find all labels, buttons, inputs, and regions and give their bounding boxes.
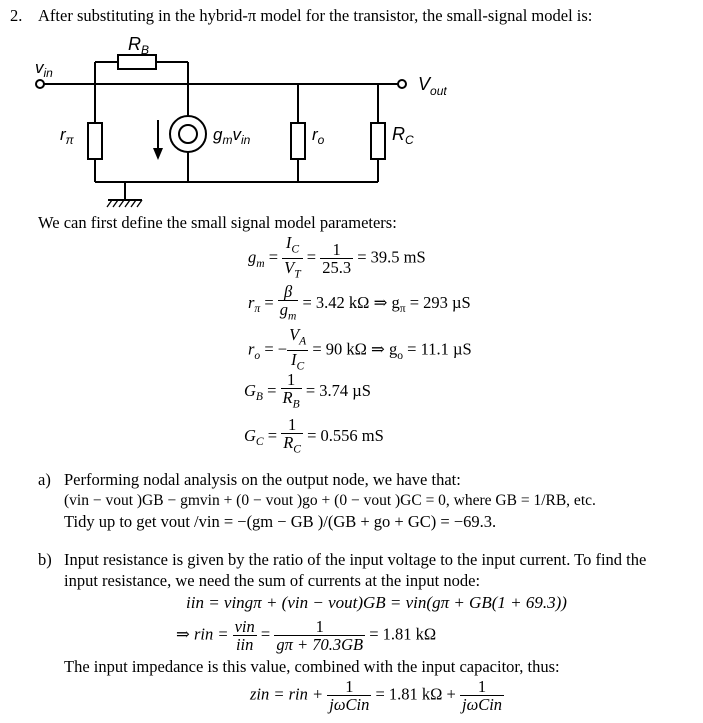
params-intro: We can first define the small signal model parameters: xyxy=(38,213,397,232)
circuit-diagram xyxy=(30,28,510,218)
part-b-eq1: iin = vingπ + (vin − vout)GB = vin(gπ + GB(1 + 69.3)) xyxy=(186,593,567,612)
vout-label: $V_{out}$ xyxy=(418,74,447,98)
rpi-label: $r_\pi$ xyxy=(60,125,74,147)
rc-resistor xyxy=(371,123,385,159)
rc-label: $R_C$ xyxy=(392,124,414,147)
eq-ro: $r_o$ = − $\frac{V_A}{I_C}$ = 90 kΩ ⇒ $g_o = 11.1$ µS xyxy=(248,325,472,373)
part-a-line2: (vin − vout )GB − gmvin + (0 − vout )go + (0 − vout )GC = 0, where GB = 1/RB, etc. xyxy=(64,492,596,509)
eq-gb: $G_B$ = $\frac{1}{R_B}$ = 3.74 µS xyxy=(244,370,371,411)
current-source xyxy=(170,116,206,152)
output-terminal xyxy=(398,80,406,88)
rb-label: $R_B$ xyxy=(128,34,150,57)
question-number: 2. xyxy=(10,6,23,25)
gm-vin-label: $g_mv_{in}$ xyxy=(213,125,251,147)
vin-label: $v_{in}$ xyxy=(35,58,53,80)
question-intro: After substituting in the hybrid-π model for the transistor, the small-signal model is: xyxy=(38,6,593,25)
input-terminal xyxy=(36,80,44,88)
part-a-line3: Tidy up to get vout /vin = −(gm − GB )/(GB + go + GC) = −69.3. xyxy=(64,512,497,531)
eq-rpi: $r_\pi$ = $\frac{\beta}{g_m}$ = 3.42 kΩ ⇒ $g_\pi = 293$ µS xyxy=(248,282,471,323)
rb-resistor xyxy=(118,55,156,69)
eq-gc: $G_C$ = $\frac{1}{R_C}$ = 0.556 mS xyxy=(244,415,384,456)
part-b-label: b) xyxy=(38,550,52,569)
rpi-resistor xyxy=(88,123,102,159)
ro-resistor xyxy=(291,123,305,159)
eq-gm: $g_m$ = $\frac{I_C}{V_T}$ = $\frac{1}{25.3}$ = 39.5 mS xyxy=(248,233,426,281)
part-b-line3: The input impedance is this value, combined with the input capacitor, thus: xyxy=(64,657,560,676)
part-a-label: a) xyxy=(38,470,51,489)
part-b-line2: input resistance, we need the sum of currents at the input node: xyxy=(64,571,481,590)
part-b-line1: Input resistance is given by the ratio of the input voltage to the input current. To find the xyxy=(64,550,647,569)
ro-label: $r_o$ xyxy=(312,125,325,147)
part-b-eq3: zin = rin + $\frac{1}{\text{jωCin}}$ = 1.81 kΩ + $\frac{1}{\text{jωCin}}$ xyxy=(250,677,503,714)
part-a-line1: Performing nodal analysis on the output node, we have that: xyxy=(64,470,461,489)
part-b-eq2: ⇒ rin = $\frac{\text{vin}}{\text{iin}}$ = $\frac{1}{g\pi + 70.3GB}$ = 1.81 kΩ xyxy=(176,617,437,654)
